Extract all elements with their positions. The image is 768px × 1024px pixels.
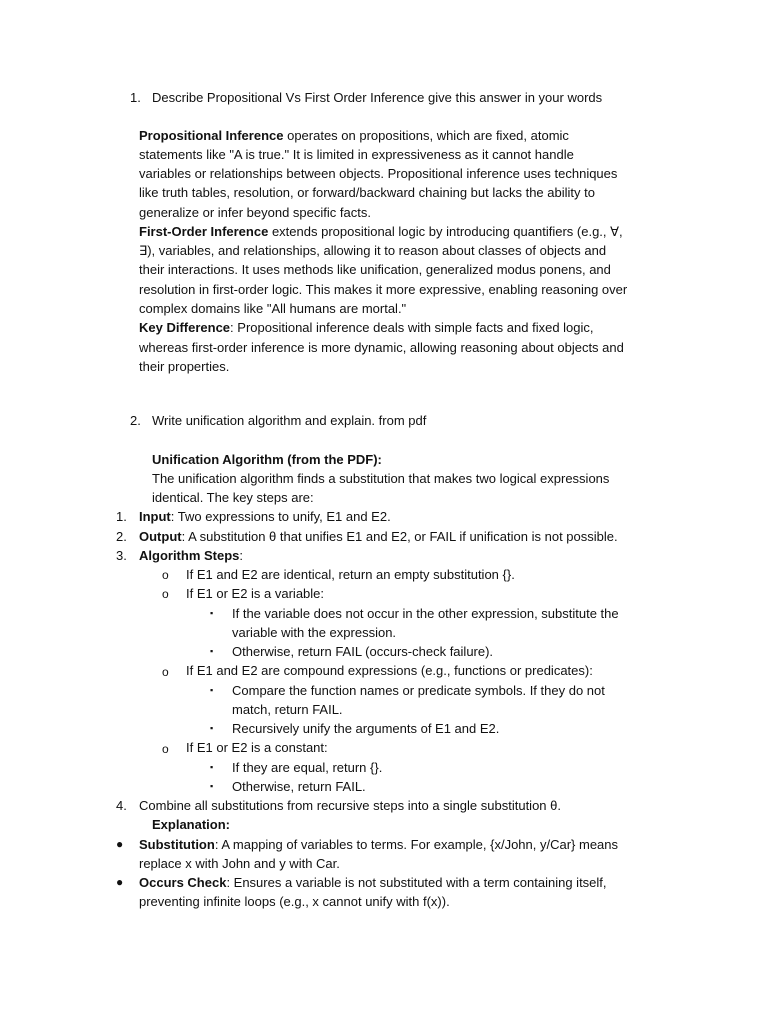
prop-inference-line-3: variables or relationships between objects. Propositional inference uses techniques <box>139 166 618 181</box>
fol-inference-line-1 <box>139 222 623 241</box>
explanation-substitution-line-2: replace x with John and y with Car. <box>139 856 340 871</box>
key-difference-term: Key Difference <box>139 320 231 335</box>
step-combine: Combine all substitutions from recursive steps into a single substitution θ. <box>139 798 561 813</box>
step-term: Output <box>139 529 182 544</box>
sub-comp-a-line-1: Compare the function names or predicate symbols. If they do not <box>232 683 605 698</box>
step-text: : Two expressions to unify, E1 and E2. <box>170 509 391 524</box>
circle-bullet-icon: o <box>162 587 169 601</box>
disc-bullet-icon: ● <box>116 837 124 851</box>
sub-compound: If E1 and E2 are compound expressions (e.g., functions or predicates): <box>186 663 593 678</box>
fol-inference-line-5: complex domains like "All humans are mortal." <box>139 301 407 316</box>
step-input <box>139 507 391 526</box>
fol-inference-line-3: their interactions. It uses methods like unification, generalized modus ponens, and <box>139 262 611 277</box>
step-term: Algorithm Steps <box>139 548 240 563</box>
prop-inference-line-5: generalize or infer beyond specific facts. <box>139 205 371 220</box>
step-number: 1. <box>116 509 127 524</box>
unification-intro-line-1: The unification algorithm finds a substitution that makes two logical expressions <box>152 471 610 486</box>
sub-constant: If E1 or E2 is a constant: <box>186 740 328 755</box>
explanation-text: : A mapping of variables to terms. For example, {x/John, y/Car} means <box>214 837 619 852</box>
unification-heading: Unification Algorithm (from the PDF): <box>152 452 382 467</box>
step-text: : A substitution θ that unifies E1 and E2, or FAIL if unification is not possible. <box>181 529 618 544</box>
key-difference-line-3: their properties. <box>139 359 230 374</box>
fol-inference-line-2: ∃), variables, and relationships, allowing it to reason about classes of objects and <box>139 243 607 258</box>
explanation-occurs-check-line-2: preventing infinite loops (e.g., x cannot unify with f(x)). <box>139 894 450 909</box>
text-fragment: extends propositional logic by introducing quantifiers (e.g., ∀, <box>268 224 623 239</box>
q2-number: 2. <box>130 413 141 428</box>
q1-question: Describe Propositional Vs First Order Inference give this answer in your words <box>152 90 603 105</box>
unification-intro-line-2: identical. The key steps are: <box>152 490 314 505</box>
circle-bullet-icon: o <box>162 742 169 756</box>
square-bullet-icon: ▪ <box>210 608 214 618</box>
square-bullet-icon: ▪ <box>210 685 214 695</box>
text-fragment: : Propositional inference deals with simple facts and fixed logic, <box>230 320 594 335</box>
explanation-text: : Ensures a variable is not substituted with a term containing itself, <box>226 875 607 890</box>
sub-comp-a-line-2: match, return FAIL. <box>232 702 343 717</box>
fol-inference-term: First-Order Inference <box>139 224 269 239</box>
step-algorithm <box>139 546 243 565</box>
key-difference-line-1 <box>139 318 594 337</box>
sub-var-a-line-1: If the variable does not occur in the other expression, substitute the <box>232 606 619 621</box>
explanation-occurs-check-line-1 <box>139 873 607 892</box>
sub-variable: If E1 or E2 is a variable: <box>186 586 325 601</box>
circle-bullet-icon: o <box>162 665 169 679</box>
prop-inference-line-4: like truth tables, resolution, or forward/backward chaining but lacks the ability to <box>139 185 595 200</box>
prop-inference-line-1 <box>139 126 569 145</box>
step-term: Input <box>139 509 171 524</box>
explanation-term: Occurs Check <box>139 875 227 890</box>
square-bullet-icon: ▪ <box>210 646 214 656</box>
step-number: 2. <box>116 529 127 544</box>
step-number: 4. <box>116 798 127 813</box>
sub-comp-b: Recursively unify the arguments of E1 and E2. <box>232 721 500 736</box>
square-bullet-icon: ▪ <box>210 781 214 791</box>
disc-bullet-icon: ● <box>116 875 124 889</box>
explanation-substitution-line-1 <box>139 835 618 854</box>
key-difference-line-2: whereas first-order inference is more dynamic, allowing reasoning about objects and <box>139 340 624 355</box>
text-fragment: operates on propositions, which are fixed, atomic <box>283 128 569 143</box>
sub-var-b: Otherwise, return FAIL (occurs-check failure). <box>232 644 494 659</box>
step-number: 3. <box>116 548 127 563</box>
sub-const-b: Otherwise, return FAIL. <box>232 779 366 794</box>
circle-bullet-icon: o <box>162 568 169 582</box>
square-bullet-icon: ▪ <box>210 762 214 772</box>
explanation-term: Substitution <box>139 837 215 852</box>
sub-identical: If E1 and E2 are identical, return an empty substitution {}. <box>186 567 515 582</box>
square-bullet-icon: ▪ <box>210 723 214 733</box>
sub-var-a-line-2: variable with the expression. <box>232 625 397 640</box>
prop-inference-line-2: statements like "A is true." It is limited in expressiveness as it cannot handle <box>139 147 574 162</box>
explanation-heading: Explanation: <box>152 817 231 832</box>
step-text: : <box>239 548 244 563</box>
q2-question: Write unification algorithm and explain. from pdf <box>152 413 427 428</box>
step-output <box>139 527 618 546</box>
q1-number: 1. <box>130 90 141 105</box>
fol-inference-line-4: resolution in first-order logic. This makes it more expressive, enabling reasoning over <box>139 282 628 297</box>
prop-inference-term: Propositional Inference <box>139 128 284 143</box>
sub-const-a: If they are equal, return {}. <box>232 760 383 775</box>
